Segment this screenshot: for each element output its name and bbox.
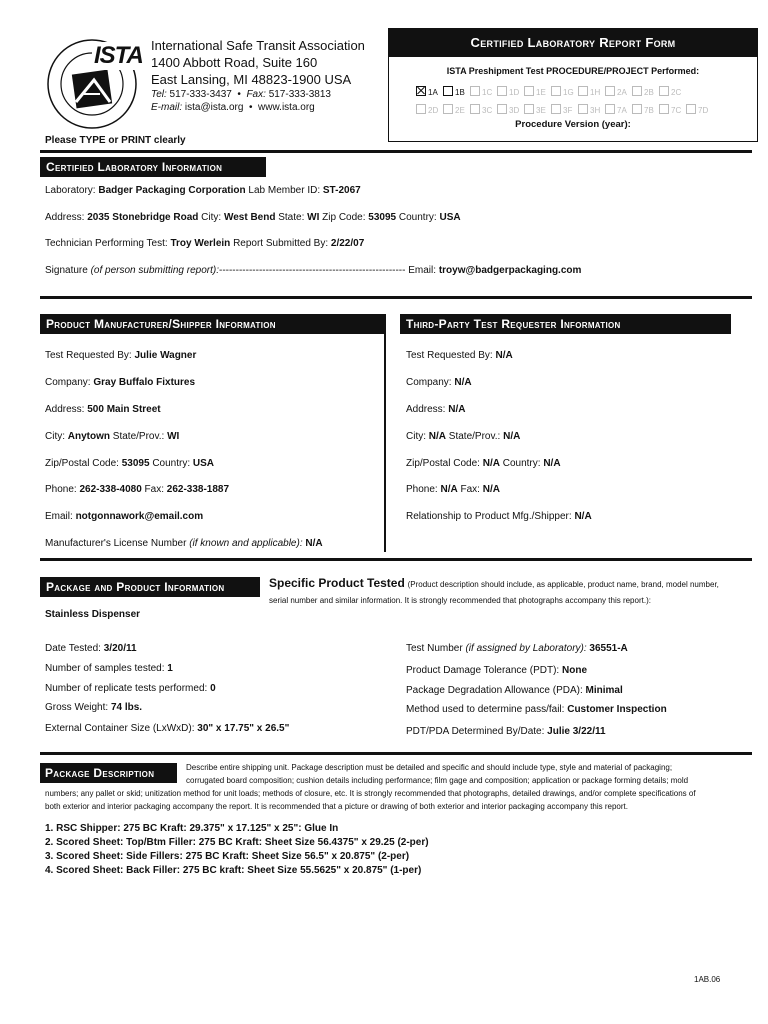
method-row: Method used to determine pass/fail: Customer Inspection (406, 704, 667, 715)
checkbox-icon[interactable] (416, 104, 426, 114)
mfr-requested-row: Test Requested By: Julie Wagner (45, 350, 197, 361)
ista-logo (44, 32, 144, 132)
package-description-instructions-4: both exterior and interior packaging accompany the report. It is recommended that a picture or drawing of both exterior and interior packaging accompany this report. (45, 802, 628, 811)
weight-row: Gross Weight: 74 lbs. (45, 702, 143, 713)
tp-phone-row: Phone: N/A Fax: N/A (406, 484, 500, 495)
procedure-2d[interactable]: 2D (416, 104, 443, 115)
checkbox-icon[interactable] (443, 104, 453, 114)
procedure-checkboxes-row-2 (416, 100, 736, 118)
signature-line[interactable]: -------------------------------------------------------- (218, 265, 406, 276)
lab-name-value[interactable]: Badger Packaging Corporation (98, 185, 246, 196)
mfr-company-row: Company: Gray Buffalo Fixtures (45, 377, 196, 388)
procedure-7d[interactable]: 7D (686, 104, 713, 115)
procedure-7a[interactable]: 7A (605, 104, 632, 115)
checkbox-icon[interactable] (659, 104, 669, 114)
list-item[interactable]: 1. RSC Shipper: 275 BC Kraft: 29.375" x 17.125" x 25": Glue In (45, 823, 339, 834)
pdt-row: Product Damage Tolerance (PDT): None (406, 665, 587, 676)
list-item[interactable]: 3. Scored Sheet: Side Fillers: 275 BC Kraft: Sheet Size 56.5" x 20.875" (2-per) (45, 851, 410, 862)
mfr-country-value[interactable]: USA (192, 458, 215, 469)
lab-section-heading: Certified Laboratory Information (40, 157, 266, 177)
specific-product-heading: Specific Product Tested (Product description should include, as applicable, product name, brand, model number, (269, 576, 719, 590)
mfr-requested-value[interactable]: Julie Wagner (134, 350, 197, 361)
pda-row: Package Degradation Allowance (PDA): Minimal (406, 685, 623, 696)
tp-company-row: Company: N/A (406, 377, 472, 388)
date-tested-row: Date Tested: 3/20/11 (45, 643, 137, 654)
mfr-address-row: Address: 500 Main Street (45, 404, 161, 415)
replicates-row: Number of replicate tests performed: 0 (45, 683, 216, 694)
form-code: 1AB.06 (694, 975, 721, 984)
checkbox-icon[interactable] (470, 86, 480, 96)
print-note: Please TYPE or PRINT clearly (45, 135, 186, 146)
tp-zip-value[interactable]: N/A (482, 458, 500, 469)
lab-row-4: Signature (of person submitting report):-------------------------------------------------------- Email: troyw@badgerpackaging.com (45, 265, 582, 276)
mfr-city-value[interactable]: Anytown (67, 431, 110, 442)
tp-phone-value[interactable]: N/A (440, 484, 458, 495)
column-divider (384, 334, 386, 552)
checkbox-icon[interactable] (470, 104, 480, 114)
procedure-3d[interactable]: 3D (497, 104, 524, 115)
mfr-email-row: Email: notgonnawork@email.com (45, 511, 204, 522)
checkbox-icon[interactable] (524, 86, 534, 96)
lab-email-value[interactable]: troyw@badgerpackaging.com (438, 265, 582, 276)
procedure-3f[interactable]: 3F (551, 104, 578, 115)
tp-city-row: City: N/A State/Prov.: N/A (406, 431, 521, 442)
mfr-zip-value[interactable]: 53095 (121, 458, 150, 469)
package-description-instructions-2: corrugated board composition; cushion details including performance; film gage and composition; application or package forming details; mold (186, 776, 689, 785)
org-address-1: 1400 Abbott Road, Suite 160 (151, 55, 318, 70)
list-item[interactable]: 4. Scored Sheet: Back Filler: 275 BC kraft: Sheet Size 55.5625" x 20.875" (1-per) (45, 865, 422, 876)
samples-row: Number of samples tested: 1 (45, 663, 173, 674)
procedure-1d[interactable]: 1D (497, 86, 524, 97)
determined-row: PDT/PDA Determined By/Date: Julie 3/22/11 (406, 726, 606, 737)
tp-zip-row: Zip/Postal Code: N/A Country: N/A (406, 458, 561, 469)
procedure-1c[interactable]: 1C (470, 86, 497, 97)
divider (40, 558, 752, 561)
checkbox-icon[interactable] (659, 86, 669, 96)
tp-fax-value[interactable]: N/A (482, 484, 500, 495)
divider (40, 150, 752, 153)
divider (40, 752, 752, 755)
determined-value[interactable]: Julie 3/22/11 (547, 726, 606, 737)
tp-relationship-value[interactable]: N/A (574, 511, 592, 522)
procedure-7c[interactable]: 7C (659, 104, 686, 115)
checkbox-icon[interactable] (686, 104, 696, 114)
lab-city-value[interactable]: West Bend (223, 212, 276, 223)
package-description-instructions-3: numbers; any pallet or skid; unitization method for unit loads; methods of closure, etc. It is strongly recommended that photographs, detailed drawings, and/or complete specifications of (45, 789, 696, 798)
list-item[interactable]: 2. Scored Sheet: Top/Btm Filler: 275 BC Kraft: Sheet Size 56.4375" x 29.25 (2-per) (45, 837, 429, 848)
weight-value[interactable]: 74 lbs. (110, 702, 143, 713)
checkbox-icon[interactable] (578, 86, 588, 96)
lab-zip-value[interactable]: 53095 (368, 212, 397, 223)
checkbox-icon[interactable] (443, 86, 453, 96)
mfr-license-value[interactable]: N/A (305, 538, 323, 549)
procedure-2c[interactable]: 2C (659, 86, 686, 97)
procedure-heading: ISTA Preshipment Test PROCEDURE/PROJECT Performed: (446, 66, 700, 76)
specific-product-note: serial number and similar information. It is strongly recommended that photographs accompany this report.): (269, 596, 651, 605)
mfr-phone-value[interactable]: 262-338-4080 (79, 484, 142, 495)
package-description-instructions-1: Describe entire shipping unit. Package description must be detailed and specific and should include type, style and material of packaging; (186, 763, 673, 772)
tp-address-value[interactable]: N/A (448, 404, 466, 415)
checkbox-icon[interactable] (551, 86, 561, 96)
tp-address-row: Address: N/A (406, 404, 466, 415)
checked-box-icon[interactable] (416, 86, 426, 96)
date-tested-value[interactable]: 3/20/11 (103, 643, 137, 654)
tp-requested-row: Test Requested By: N/A (406, 350, 513, 361)
tp-city-value[interactable]: N/A (428, 431, 447, 442)
container-size-row: External Container Size (LxWxD): 30" x 17.75" x 26.5" (45, 723, 290, 734)
package-components-list (45, 823, 429, 879)
checkbox-icon[interactable] (605, 86, 615, 96)
divider (40, 296, 752, 299)
checkbox-icon[interactable] (551, 104, 561, 114)
samples-value[interactable]: 1 (167, 663, 173, 674)
procedure-1a[interactable]: 1A (416, 86, 443, 97)
third-party-section-heading: Third-Party Test Requester Information (400, 314, 731, 334)
pdt-value[interactable]: None (562, 665, 587, 676)
checkbox-icon[interactable] (578, 104, 588, 114)
technician-value[interactable]: Troy Werlein (170, 238, 231, 249)
report-form-title: Certified Laboratory Report Form (389, 29, 757, 57)
mfr-license-row: Manufacturer's License Number (if known and applicable): N/A (45, 538, 323, 549)
package-description-heading: Package Description (40, 763, 177, 783)
lab-row-1: Laboratory: Badger Packaging Corporation Lab Member ID: ST-2067 (45, 185, 361, 196)
checkbox-icon[interactable] (497, 86, 507, 96)
mfr-address-value[interactable]: 500 Main Street (87, 404, 161, 415)
checkbox-icon[interactable] (497, 104, 507, 114)
mfr-state-value[interactable]: WI (167, 431, 180, 442)
tp-country-value[interactable]: N/A (543, 458, 561, 469)
method-value[interactable]: Customer Inspection (567, 704, 667, 715)
tp-relationship-row: Relationship to Product Mfg./Shipper: N/A (406, 511, 592, 522)
mfr-company-value[interactable]: Gray Buffalo Fixtures (93, 377, 196, 388)
procedure-3e[interactable]: 3E (524, 104, 551, 115)
tp-company-value[interactable]: N/A (454, 377, 472, 388)
lab-address-value[interactable]: 2035 Stonebridge Road (87, 212, 199, 223)
procedure-checkboxes-row-1 (416, 82, 736, 100)
lab-row-3: Technician Performing Test: Troy Werlein Report Submitted By: 2/22/07 (45, 238, 365, 249)
lab-member-id-value[interactable]: ST-2067 (322, 185, 361, 196)
container-size-value[interactable]: 30" x 17.75" x 26.5" (197, 723, 290, 734)
checkbox-icon[interactable] (632, 104, 642, 114)
mfr-fax-value[interactable]: 262-338-1887 (166, 484, 230, 495)
product-value[interactable]: Stainless Dispenser (45, 609, 141, 620)
mfr-city-row: City: Anytown State/Prov.: WI (45, 431, 180, 442)
procedure-7b[interactable]: 7B (632, 104, 659, 115)
procedure-1g[interactable]: 1G (551, 86, 578, 97)
procedure-3h[interactable]: 3H (578, 104, 605, 115)
procedure-2e[interactable]: 2E (443, 104, 470, 115)
pda-value[interactable]: Minimal (585, 685, 623, 696)
org-contact-line: Tel: 517-333-3437 • Fax: 517-333-3813 (151, 89, 331, 100)
replicates-value[interactable]: 0 (210, 683, 216, 694)
logo-wordmark: ISTA (94, 42, 143, 69)
lab-country-value[interactable]: USA (439, 212, 461, 223)
org-name: International Safe Transit Association (151, 38, 365, 53)
tp-requested-value[interactable]: N/A (495, 350, 513, 361)
mfr-zip-row: Zip/Postal Code: 53095 Country: USA (45, 458, 215, 469)
procedure-1e[interactable]: 1E (524, 86, 551, 97)
tp-state-value[interactable]: N/A (503, 431, 521, 442)
package-product-section-heading: Package and Product Information (40, 577, 260, 597)
mfr-phone-row: Phone: 262-338-4080 Fax: 262-338-1887 (45, 484, 230, 495)
procedure-1b[interactable]: 1B (443, 86, 470, 97)
procedure-2a[interactable]: 2A (605, 86, 632, 97)
checkbox-icon[interactable] (524, 104, 534, 114)
mfr-email-value[interactable]: notgonnawork@email.com (75, 511, 204, 522)
org-email-line: E-mail: ista@ista.org • www.ista.org (151, 102, 315, 113)
procedure-1h[interactable]: 1H (578, 86, 605, 97)
test-number-value[interactable]: 36551-A (589, 643, 628, 654)
procedure-version-label: Procedure Version (year): (515, 119, 631, 130)
submitted-by-value[interactable]: 2/22/07 (330, 238, 365, 249)
procedure-3c[interactable]: 3C (470, 104, 497, 115)
lab-row-2: Address: 2035 Stonebridge Road City: West Bend State: WI Zip Code: 53095 Country: USA (45, 212, 461, 223)
lab-state-value[interactable]: WI (307, 212, 320, 223)
org-address-2: East Lansing, MI 48823-1900 USA (151, 72, 352, 87)
manufacturer-section-heading: Product Manufacturer/Shipper Information (40, 314, 386, 334)
checkbox-icon[interactable] (605, 104, 615, 114)
procedure-2b[interactable]: 2B (632, 86, 659, 97)
checkbox-icon[interactable] (632, 86, 642, 96)
test-number-row: Test Number (if assigned by Laboratory): 36551-A (406, 643, 628, 654)
